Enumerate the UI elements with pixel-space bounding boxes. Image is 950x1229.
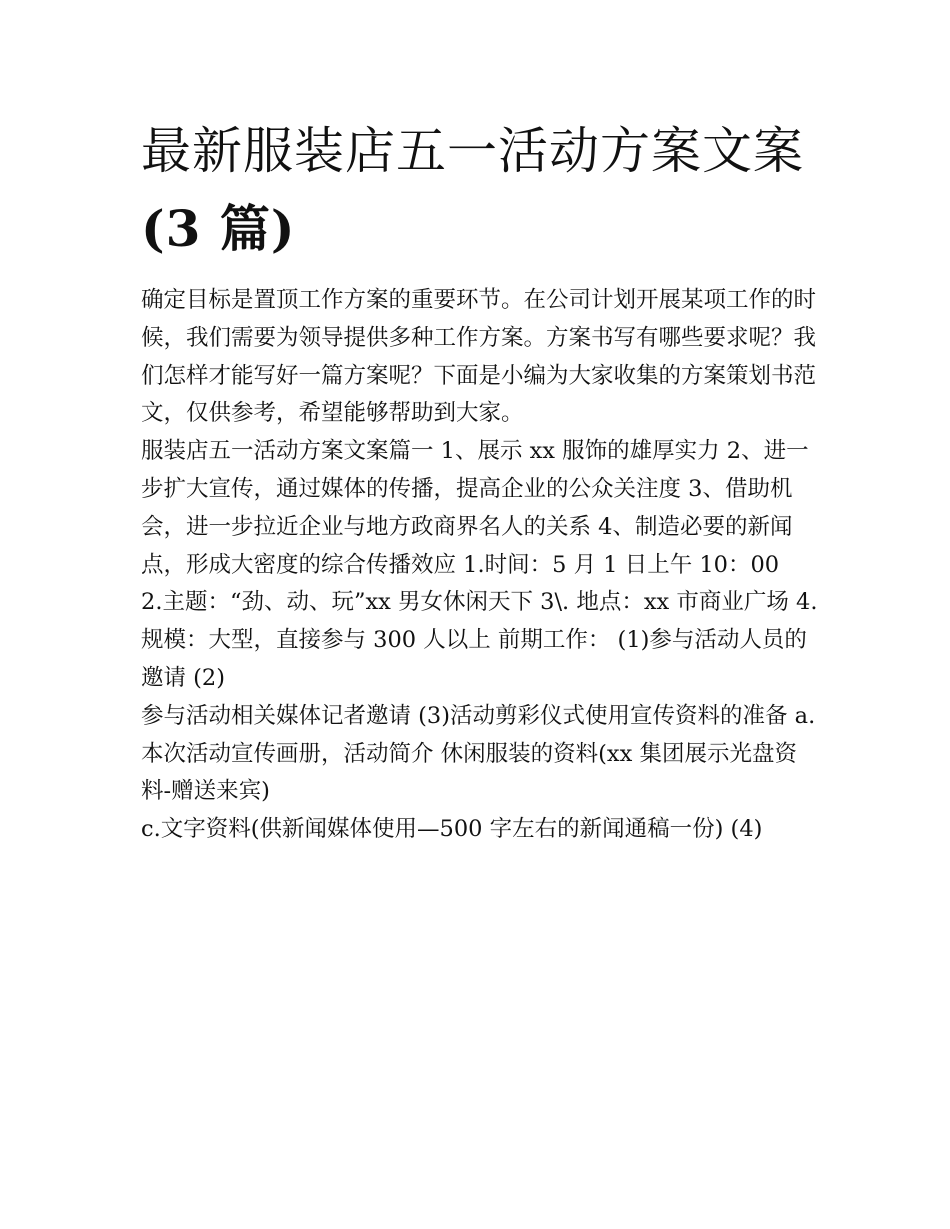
paragraph-goals-and-time: 服装店五一活动方案文案篇一 1、展示 xx 服饰的雄厚实力 2、进一步扩大宣传，通过媒体的传播，提高企业的公众关注度 3、借助机会，进一步拉近企业与地方政商界名人的关系 4、制造必要的新闻点，形成大密度的综合传播效应 1.时间：5 月 1 日上午 10：00: [141, 438, 809, 578]
paragraph-media-materials: 参与活动相关媒体记者邀请 (3)活动剪彩仪式使用宣传资料的准备 a.本次活动宣传画册，活动简介 休闲服装的资料(xx 集团展示光盘资料-赠送来宾): [141, 702, 816, 805]
document-title: [141, 112, 821, 268]
document-body: [141, 282, 821, 849]
title-line-2: (3 篇): [141, 199, 296, 258]
title-line-1: 最新服装店五一活动方案文案: [141, 122, 804, 180]
paragraph-intro: 确定目标是置顶工作方案的重要环节。在公司计划开展某项工作的时候，我们需要为领导提供多种工作方案。方案书写有哪些要求呢？我们怎样才能写好一篇方案呢？下面是小编为大家收集的方案策划书范文，仅供参考，希望能够帮助到大家。: [141, 287, 817, 427]
paragraph-text-materials: c.文字资料(供新闻媒体使用—500 字左右的新闻通稿一份) (4): [141, 816, 763, 843]
paragraph-theme-location-scale: 2.主题：“劲、动、玩”xx 男女休闲天下 3\. 地点：xx 市商业广场 4.规模：大型，直接参与 300 人以上 前期工作： (1)参与活动人员的邀请 (2): [141, 589, 818, 691]
